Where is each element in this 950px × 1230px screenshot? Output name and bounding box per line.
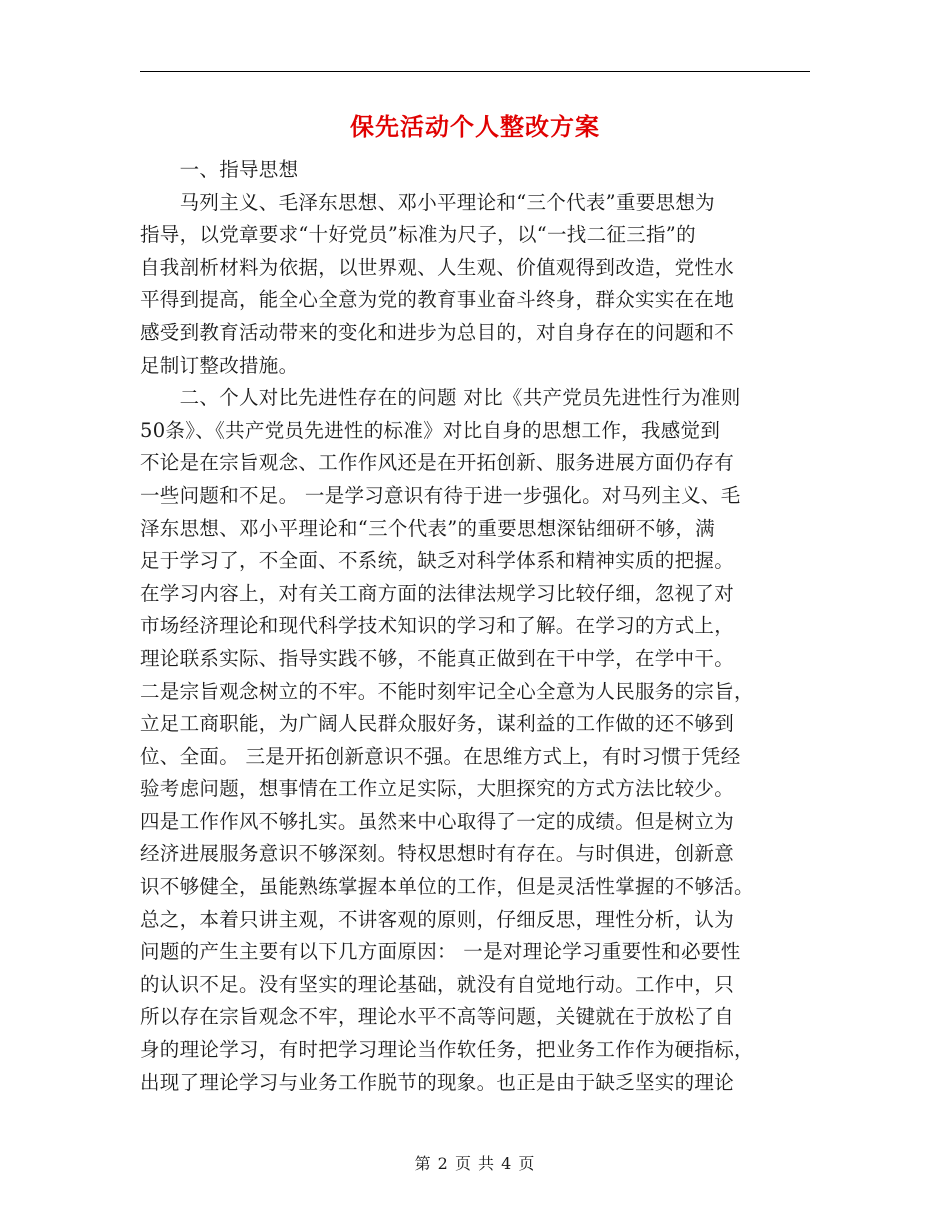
text-line: 所以存在宗旨观念不牢，理论水平不高等问题，关键就在于放松了自 [140, 1005, 735, 1029]
text-line: 总之，本着只讲主观，不讲客观的原则，仔细反思，理性分析，认为 [140, 907, 735, 931]
document-body [140, 154, 810, 1099]
text-line: 一、指导思想 [140, 158, 299, 181]
text-line: 一些问题和不足。 一是学习意识有待于进一步强化。对马列主义、毛 [140, 483, 741, 507]
header-rule [140, 71, 810, 72]
text-line: 验考虑问题，想事情在工作立足实际，大胆探究的方式方法比较少。 [140, 777, 735, 801]
text-line: 在学习内容上，对有关工商方面的法律法规学习比较仔细，忽视了对 [140, 581, 735, 605]
text-line: 不论是在宗旨观念、工作作风还是在开拓创新、服务进展方面仍存有 [140, 451, 735, 475]
text-line: 二、个人对比先进性存在的问题 对比《共产党员先进性行为准则 [140, 386, 741, 410]
text-line: 位、全面。 三是开拓创新意识不强。在思维方式上，有时习惯于凭经 [140, 744, 741, 768]
text-line: 足于学习了，不全面、不系统，缺乏对科学体系和精神实质的把握。 [140, 549, 735, 573]
text-line: 自我剖析材料为依据，以世界观、人生观、价值观得到改造，党性水 [140, 255, 735, 279]
text-line: 指导，以党章要求“十好党员”标准为尺子，以“一找二征三指”的 [140, 223, 696, 247]
text-line: 出现了理论学习与业务工作脱节的现象。也正是由于缺乏坚实的理论 [140, 1070, 735, 1094]
text-line: 经济进展服务意识不够深刻。特权思想时有存在。与时俱进，创新意 [140, 842, 735, 866]
text-line: 泽东思想、邓小平理论和“三个代表”的重要思想深钻细研不够，满 [140, 516, 715, 540]
text-line: 识不够健全，虽能熟练掌握本单位的工作，但是灵活性掌握的不够活。 [140, 875, 754, 899]
text-line: 50条》、《共产党员先进性的标准》对比自身的思想工作，我感觉到 [140, 418, 721, 442]
text-line: 足制订整改措施。 [140, 353, 299, 377]
text-line: 理论联系实际、指导实践不够，不能真正做到在干中学，在学中干。 [140, 646, 735, 670]
text-line: 马列主义、毛泽东思想、邓小平理论和“三个代表”重要思想为 [140, 190, 715, 214]
text-line: 的认识不足。没有坚实的理论基础，就没有自觉地行动。工作中，只 [140, 972, 735, 996]
page-number-footer: 第 2 页 共 4 页 [414, 1154, 536, 1173]
text-line: 立足工商职能，为广阔人民群众服好务，谋利益的工作做的还不够到 [140, 712, 735, 736]
text-line: 平得到提高，能全心全意为党的教育事业奋斗终身，群众实实在在地 [140, 288, 735, 312]
text-line: 二是宗旨观念树立的不牢。不能时刻牢记全心全意为人民服务的宗旨， [140, 679, 754, 703]
text-line: 感受到教育活动带来的变化和进步为总目的，对自身存在的问题和不 [140, 320, 735, 344]
document-title: 保先活动个人整改方案 [350, 112, 600, 141]
text-line: 市场经济理论和现代科学技术知识的学习和了解。在学习的方式上， [140, 614, 735, 638]
text-line: 四是工作作风不够扎实。虽然来中心取得了一定的成绩。但是树立为 [140, 809, 735, 833]
text-line: 问题的产生主要有以下几方面原因： 一是对理论学习重要性和必要性 [140, 940, 741, 964]
text-line: 身的理论学习，有时把学习理论当作软任务，把业务工作作为硬指标， [140, 1038, 754, 1062]
